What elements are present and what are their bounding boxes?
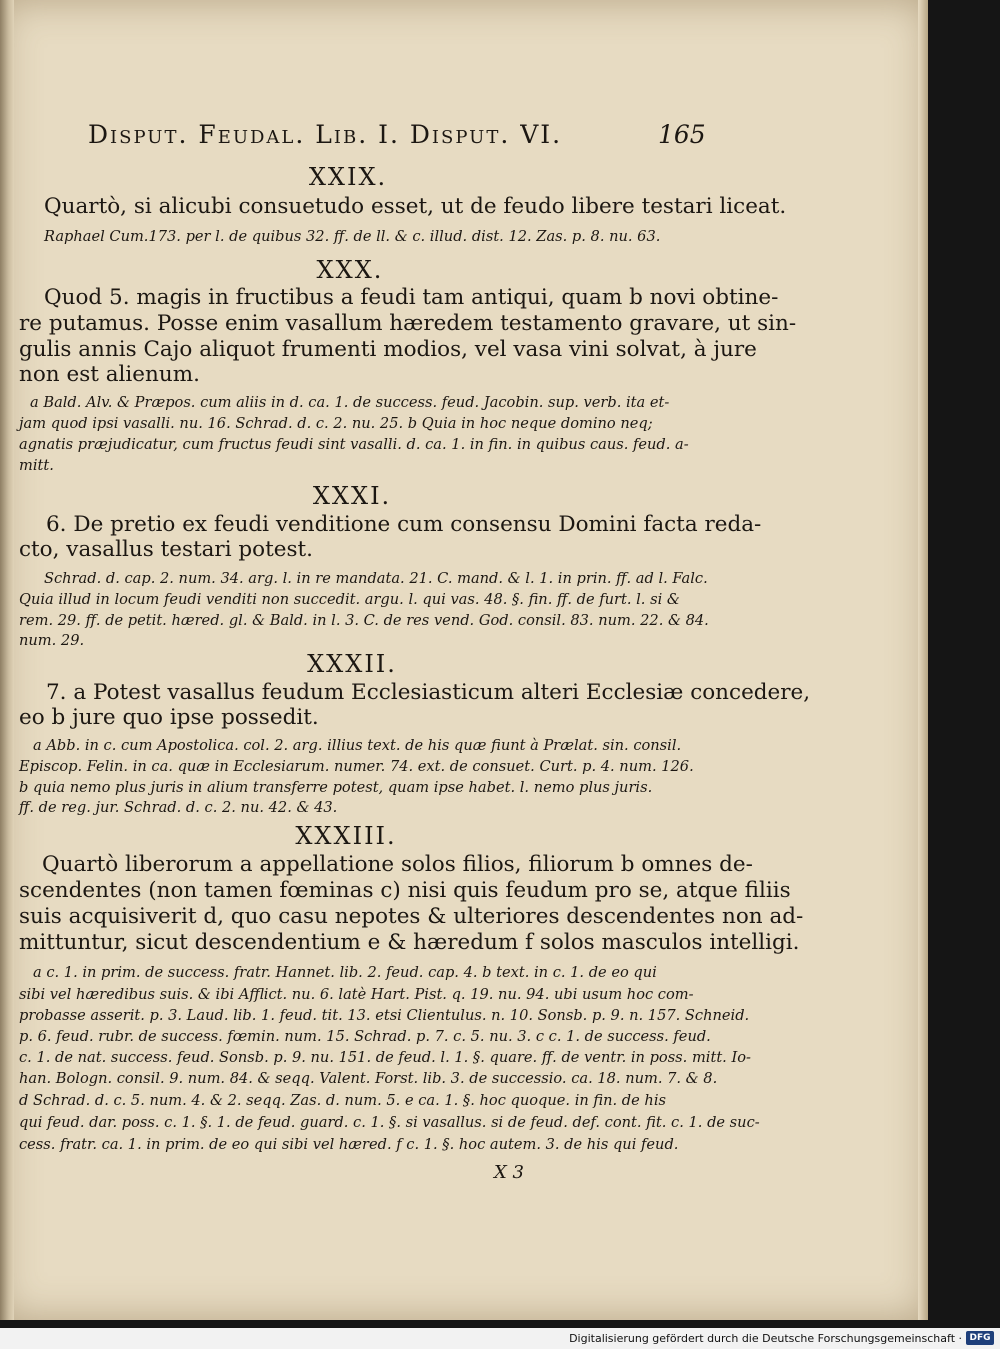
section-33-note-line: qui feud. dar. poss. c. 1. §. 1. de feud. guard. c. 1. §. si vasallus. si de feud. def. cont. fit. c. 1. de suc- — [19, 1114, 760, 1131]
section-33-note-line: d Schrad. d. c. 5. num. 4. & 2. seqq. Zas. d. num. 5. e ca. 1. §. hoc quoque. in fin. de his — [19, 1092, 666, 1109]
section-33-text-line: suis acquisiverit d, quo casu nepotes & ulteriores descendentes non ad- — [19, 904, 804, 929]
section-31-note-line: Quia illud in locum feudi venditi non succedit. argu. l. qui vas. 48. §. fin. ff. de furt. l. si & — [19, 591, 680, 608]
digitization-footer — [0, 1328, 1000, 1349]
section-33-note-line: probasse asserit. p. 3. Laud. lib. 1. feud. tit. 13. etsi Clientulus. n. 10. Sonsb. p. 9. n. 157. Schneid. — [19, 1007, 750, 1024]
section-heading-30: XXX. — [316, 256, 384, 284]
running-head: Disput. Feudal. Lib. I. Disput. VI. — [88, 120, 563, 149]
section-heading-33: XXXIII. — [295, 822, 397, 850]
section-32-note-line: a Abb. in c. cum Apostolica. col. 2. arg. illius text. de his quæ fiunt à Prælat. sin. consil. — [33, 737, 682, 754]
section-33-note-line: cess. fratr. ca. 1. in prim. de eo qui sibi vel hæred. f c. 1. §. hoc autem. 3. de his qui feud. — [19, 1136, 679, 1153]
section-32-note-line: b quia nemo plus juris in alium transferre potest, quam ipse habet. l. nemo plus juris. — [19, 779, 653, 796]
catchword-signature: X 3 — [494, 1162, 524, 1183]
section-30-note-line: mitt. — [19, 457, 54, 474]
section-29-text-line: Quartò, si alicubi consuetudo esset, ut de feudo libere testari liceat. — [44, 194, 787, 219]
section-32-note-line: ff. de reg. jur. Schrad. d. c. 2. nu. 42. & 43. — [19, 799, 338, 816]
section-29-note-line: Raphael Cum.173. per l. de quibus 32. ff. de ll. & c. illud. dist. 12. Zas. p. 8. nu. 63. — [44, 228, 661, 245]
section-31-note-line: rem. 29. ff. de petit. hæred. gl. & Bald. in l. 3. C. de res vend. God. consil. 83. num. 22. & 84. — [19, 612, 709, 629]
section-33-note-line: c. 1. de nat. success. feud. Sonsb. p. 9. nu. 151. de feud. l. 1. §. quare. ff. de ventr. in poss. mitt. Io- — [19, 1049, 751, 1066]
section-heading-31: XXXI. — [312, 482, 392, 510]
section-30-text-line: re putamus. Posse enim vasallum hæredem testamento gravare, ut sin- — [19, 311, 797, 336]
section-31-text-line: cto, vasallus testari potest. — [19, 537, 313, 562]
section-30-note-line: agnatis præjudicatur, cum fructus feudi sint vasalli. d. ca. 1. in fin. in quibus caus. feud. a- — [19, 436, 689, 453]
dfg-logo-icon: DFG — [966, 1331, 994, 1345]
section-31-note-line: num. 29. — [19, 632, 85, 649]
section-33-note-line: sibi vel hæredibus suis. & ibi Afflict. nu. 6. latè Hart. Pist. q. 19. nu. 94. ubi usum hoc com- — [19, 986, 694, 1003]
page-number: 165 — [658, 120, 706, 149]
footer-credit-text: Digitalisierung gefördert durch die Deutsche Forschungsgemeinschaft · — [569, 1332, 962, 1345]
section-31-note-line: Schrad. d. cap. 2. num. 34. arg. l. in re mandata. 21. C. mand. & l. 1. in prin. ff. ad l. Falc. — [44, 570, 708, 587]
section-heading-29: XXIX. — [308, 163, 388, 191]
section-32-text-line: eo b jure quo ipse possedit. — [19, 705, 319, 730]
section-30-text-line: non est alienum. — [19, 362, 200, 387]
section-30-note-line: jam quod ipsi vasalli. nu. 16. Schrad. d. c. 2. nu. 25. b Quia in hoc neque domino neq; — [19, 415, 653, 432]
section-33-text-line: mittuntur, sicut descendentium e & hæredum f solos masculos intelligi. — [19, 930, 800, 955]
section-33-text-line: scendentes (non tamen fœminas c) nisi quis feudum pro se, atque filiis — [19, 878, 791, 903]
section-33-note-line: han. Bologn. consil. 9. num. 84. & seqq. Valent. Forst. lib. 3. de successio. ca. 18. num. 7. & 8. — [19, 1070, 718, 1087]
section-33-text-line: Quartò liberorum a appellatione solos filios, filiorum b omnes de- — [42, 852, 753, 877]
section-heading-32: XXXII. — [307, 650, 397, 678]
section-33-note-line: a c. 1. in prim. de success. fratr. Hannet. lib. 2. feud. cap. 4. b text. in c. 1. de eo qui — [33, 964, 657, 981]
section-32-note-line: Episcop. Felin. in ca. quæ in Ecclesiarum. numer. 74. ext. de consuet. Curt. p. 4. num. 126. — [19, 758, 694, 775]
section-32-text-line: 7. a Potest vasallus feudum Ecclesiasticum alteri Ecclesiæ concedere, — [46, 680, 811, 705]
section-33-note-line: p. 6. feud. rubr. de success. fœmin. num. 15. Schrad. p. 7. c. 5. nu. 3. c c. 1. de success. feud. — [19, 1028, 711, 1045]
section-30-text-line: Quod 5. magis in fructibus a feudi tam antiqui, quam b novi obtine- — [44, 285, 779, 310]
section-31-text-line: 6. De pretio ex feudi venditione cum consensu Domini facta reda- — [46, 512, 762, 537]
section-30-text-line: gulis annis Cajo aliquot frumenti modios, vel vasa vini solvat, à jure — [19, 337, 757, 362]
section-30-note-line: a Bald. Alv. & Præpos. cum aliis in d. ca. 1. de success. feud. Jacobin. sup. verb. ita et- — [30, 394, 670, 411]
